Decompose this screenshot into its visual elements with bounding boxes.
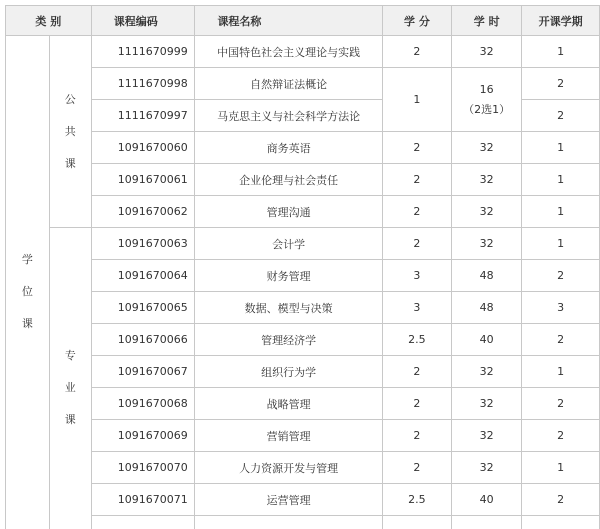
course-semester: 2 — [522, 260, 599, 291]
course-hours: 32 — [452, 132, 521, 163]
course-code: 1091670063 — [92, 228, 195, 259]
table-row — [6, 36, 599, 67]
course-hours: 32 — [452, 228, 521, 259]
course-name: 中国特色社会主义理论与实践 — [195, 36, 381, 67]
course-hours: 32 — [452, 196, 521, 227]
course-credit: 2 — [383, 388, 451, 419]
course-code: 1091670070 — [92, 452, 195, 483]
course-hours: 40 — [452, 324, 521, 355]
course-code: 1091670066 — [92, 324, 195, 355]
course-semester: 1 — [522, 164, 599, 195]
course-semester: 1 — [522, 132, 599, 163]
course-code: 1111670999 — [92, 36, 195, 67]
course-name: 组织行为学 — [195, 356, 381, 387]
table-row — [6, 164, 599, 195]
course-credit: 2 — [383, 452, 451, 483]
course-semester: 2 — [522, 68, 599, 99]
table-row — [6, 420, 599, 451]
category-public-char: 课 — [64, 156, 76, 170]
category-public-char: 公 — [64, 92, 76, 106]
empty-cell — [195, 516, 381, 529]
course-code: 1091670067 — [92, 356, 195, 387]
course-code: 1091670069 — [92, 420, 195, 451]
course-code: 1091670064 — [92, 260, 195, 291]
course-semester: 1 — [522, 196, 599, 227]
course-credit: 2.5 — [383, 324, 451, 355]
category-degree — [6, 36, 49, 529]
category-degree-char: 位 — [21, 284, 33, 298]
course-credit: 3 — [383, 260, 451, 291]
header-semester: 开课学期 — [522, 6, 599, 35]
course-name: 人力资源开发与管理 — [195, 452, 381, 483]
course-hours: 40 — [452, 484, 521, 515]
course-semester: 3 — [522, 292, 599, 323]
course-name: 财务管理 — [195, 260, 381, 291]
course-table — [5, 5, 600, 529]
course-semester: 1 — [522, 356, 599, 387]
course-code: 1091670068 — [92, 388, 195, 419]
category-major-char: 业 — [64, 380, 76, 394]
course-code: 1091670060 — [92, 132, 195, 163]
course-credit: 2 — [383, 420, 451, 451]
table-row — [6, 292, 599, 323]
header-hours: 学 时 — [452, 6, 521, 35]
course-name: 管理沟通 — [195, 196, 381, 227]
course-semester: 2 — [522, 324, 599, 355]
table-row — [6, 132, 599, 163]
category-major — [50, 228, 91, 529]
course-semester: 1 — [522, 36, 599, 67]
course-semester: 1 — [522, 228, 599, 259]
course-semester: 2 — [522, 420, 599, 451]
course-hours: 32 — [452, 420, 521, 451]
course-code: 1111670998 — [92, 68, 195, 99]
empty-cell — [383, 516, 451, 529]
course-hours: 32 — [452, 452, 521, 483]
empty-cell — [452, 516, 521, 529]
category-public-char: 共 — [64, 124, 76, 138]
empty-cell — [522, 516, 599, 529]
course-name: 会计学 — [195, 228, 381, 259]
course-credit: 2 — [383, 196, 451, 227]
course-code: 1091670061 — [92, 164, 195, 195]
header-name: 课程名称 — [195, 6, 381, 35]
category-degree-char: 学 — [21, 252, 33, 266]
course-code: 1091670065 — [92, 292, 195, 323]
course-credit: 2 — [383, 132, 451, 163]
table-row — [6, 260, 599, 291]
header-credit: 学 分 — [383, 6, 451, 35]
table-row — [6, 324, 599, 355]
course-hours: 32 — [452, 388, 521, 419]
course-credit: 3 — [383, 292, 451, 323]
course-credit: 2.5 — [383, 484, 451, 515]
table-row — [6, 196, 599, 227]
course-name: 营销管理 — [195, 420, 381, 451]
table-row — [6, 388, 599, 419]
course-semester: 2 — [522, 388, 599, 419]
course-name: 管理经济学 — [195, 324, 381, 355]
category-major-char: 课 — [64, 412, 76, 426]
course-hours: 48 — [452, 292, 521, 323]
table-row — [6, 452, 599, 483]
course-hours: 32 — [452, 356, 521, 387]
hours-choice-note: （2选1） — [463, 102, 511, 116]
course-name: 企业伦理与社会责任 — [195, 164, 381, 195]
course-name: 自然辩证法概论 — [195, 68, 381, 99]
table-row — [6, 484, 599, 515]
course-name: 数据、模型与决策 — [195, 292, 381, 323]
course-name: 运营管理 — [195, 484, 381, 515]
course-hours: 32 — [452, 36, 521, 67]
category-degree-char: 课 — [21, 316, 33, 330]
course-name: 商务英语 — [195, 132, 381, 163]
course-hours: 32 — [452, 164, 521, 195]
category-major-char: 专 — [64, 348, 76, 362]
header-code: 课程编码 — [92, 6, 195, 35]
course-semester: 2 — [522, 484, 599, 515]
course-credit: 2 — [383, 228, 451, 259]
table-header-row — [6, 6, 599, 35]
table-row — [6, 356, 599, 387]
course-hours-shared — [452, 68, 521, 131]
course-credit: 2 — [383, 164, 451, 195]
course-credit-shared: 1 — [383, 68, 451, 131]
course-name: 战略管理 — [195, 388, 381, 419]
header-category: 类 别 — [6, 6, 91, 35]
course-semester: 1 — [522, 452, 599, 483]
empty-cell — [92, 516, 195, 529]
table-row-partial — [6, 516, 599, 529]
course-credit: 2 — [383, 356, 451, 387]
category-public — [50, 36, 91, 227]
course-code: 1091670062 — [92, 196, 195, 227]
hours-value: 16 — [479, 82, 494, 96]
course-hours: 48 — [452, 260, 521, 291]
table-row — [6, 68, 599, 99]
table-row — [6, 228, 599, 259]
course-semester: 2 — [522, 100, 599, 131]
course-code: 1111670997 — [92, 100, 195, 131]
course-name: 马克思主义与社会科学方法论 — [195, 100, 381, 131]
course-code: 1091670071 — [92, 484, 195, 515]
course-credit: 2 — [383, 36, 451, 67]
